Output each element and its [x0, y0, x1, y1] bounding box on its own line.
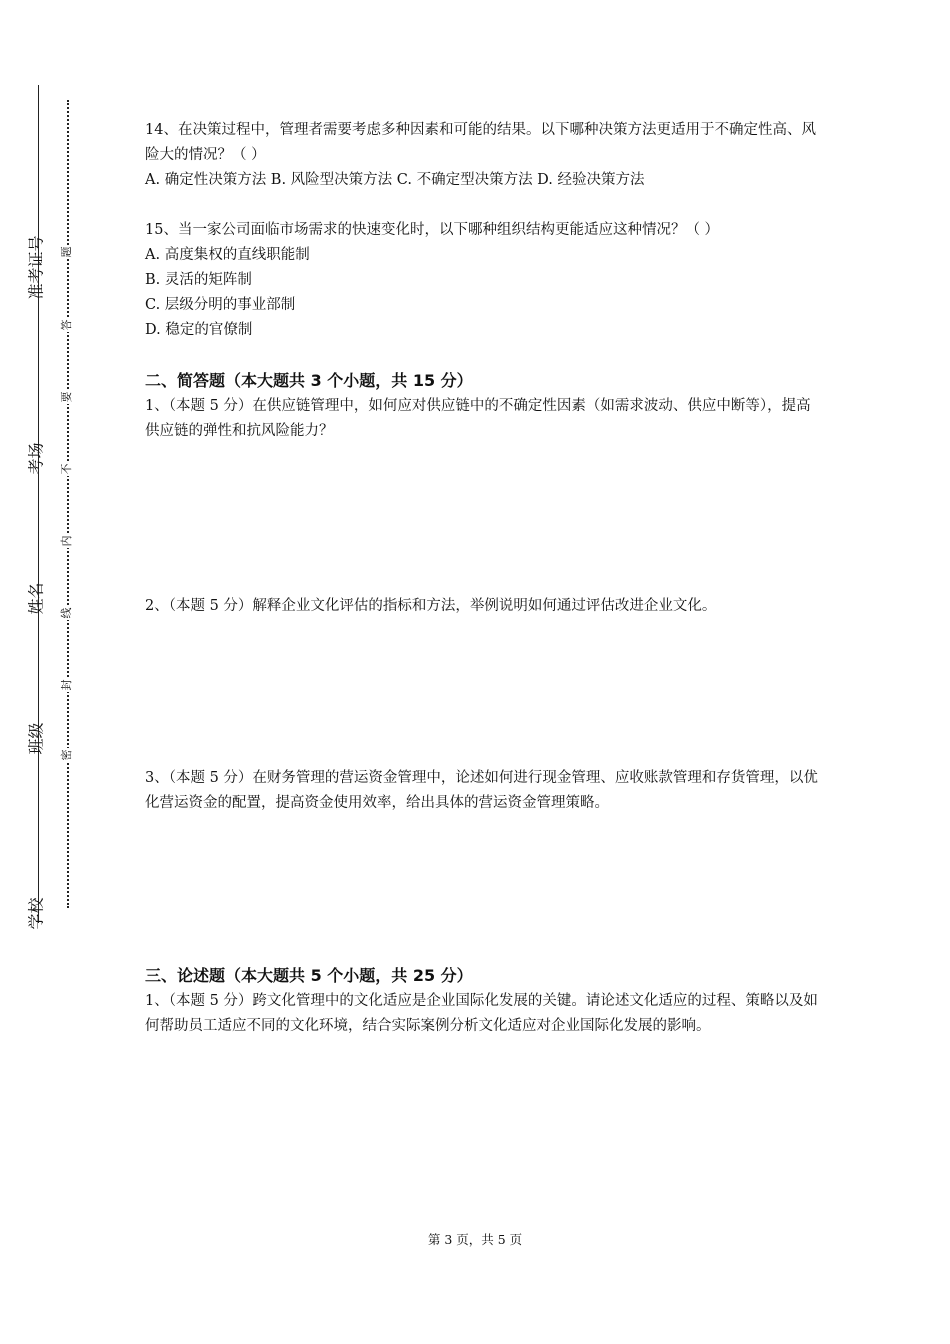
binding-label-exam-id: 准考证号: [26, 235, 46, 300]
option-c: C. 层级分明的事业部制: [145, 297, 296, 313]
short-answer-2: 2、（本题 5 分）解释企业文化评估的指标和方法，举例说明如何通过评估改进企业文化。: [145, 598, 717, 614]
binding-label-name: 姓名: [26, 582, 46, 615]
section-title: 二、简答题（本大题共 3 个小题，共 15 分）: [145, 371, 473, 390]
short-answer-3-block: [145, 766, 825, 816]
seal-char: 密: [60, 749, 73, 761]
binding-label-class: 班级: [26, 722, 46, 755]
seal-char: 内: [60, 535, 73, 547]
seal-char: 答: [60, 319, 73, 331]
question-15: [145, 218, 825, 343]
seal-char: 要: [60, 391, 73, 403]
binding-line-solid: [38, 85, 39, 923]
question-options: A. 确定性决策方法 B. 风险型决策方法 C. 不确定型决策方法 D. 经验决策方法: [145, 172, 645, 188]
option-b: B. 灵活的矩阵制: [145, 272, 252, 288]
seal-char: 题: [60, 246, 73, 258]
question-14: [145, 118, 825, 193]
section-3: [145, 963, 825, 1039]
essay-question-1: 1、（本题 5 分）跨文化管理中的文化适应是企业国际化发展的关键。请论述文化适应的过程、策略以及如何帮助员工适应不同的文化环境，结合实际案例分析文化适应对企业国际化发展的影响。: [145, 993, 818, 1034]
binding-label-school: 学校: [26, 897, 46, 930]
section-title: 三、论述题（本大题共 5 个小题，共 25 分）: [145, 966, 473, 985]
page-number: 第 3 页，共 5 页: [427, 1232, 523, 1247]
short-answer-2-block: [145, 594, 825, 619]
short-answer-1: 1、（本题 5 分）在供应链管理中，如何应对供应链中的不确定性因素（如需求波动、供应中断等），提高供应链的弹性和抗风险能力？: [145, 398, 811, 439]
binding-line-dotted: [67, 100, 69, 908]
short-answer-3: 3、（本题 5 分）在财务管理的营运资金管理中，论述如何进行现金管理、应收账款管理和存货管理，以优化营运资金的配置，提高资金使用效率，给出具体的营运资金管理策略。: [145, 770, 818, 811]
section-2: [145, 368, 825, 444]
seal-char: 封: [60, 679, 73, 691]
question-text: 14、在决策过程中，管理者需要考虑多种因素和可能的结果。以下哪种决策方法更适用于不确定性高、风险大的情况？（ ）: [145, 122, 816, 163]
option-d: D. 稳定的官僚制: [145, 322, 253, 338]
binding-label-exam-room: 考场: [26, 442, 46, 475]
seal-char: 线: [60, 607, 73, 619]
seal-char: 不: [60, 463, 73, 475]
question-text: 15、当一家公司面临市场需求的快速变化时，以下哪种组织结构更能适应这种情况？（ ）: [145, 222, 720, 238]
option-a: A. 高度集权的直线职能制: [145, 247, 310, 263]
